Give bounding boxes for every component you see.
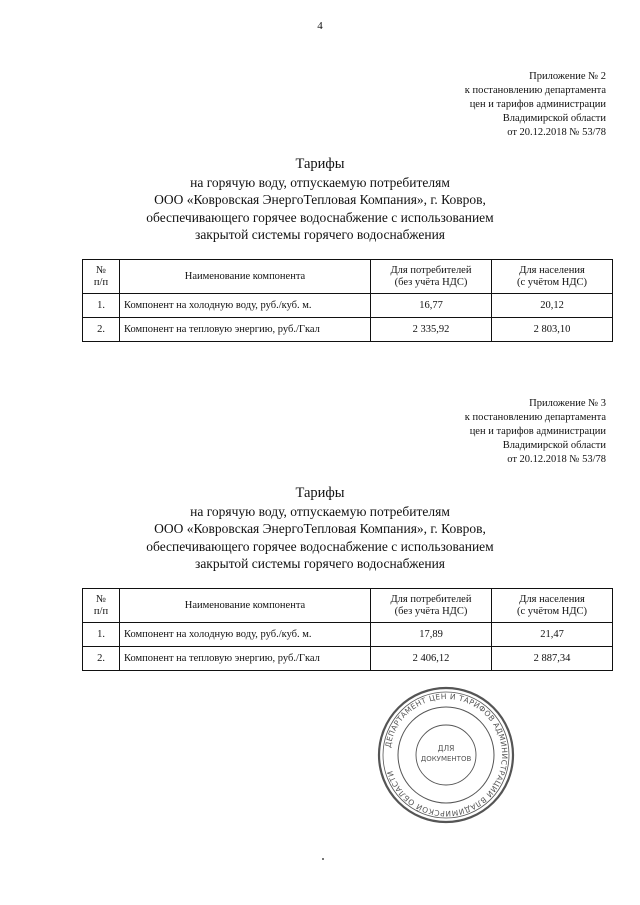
appendix-line: цен и тарифов администрации [469, 99, 606, 110]
tariff-subtitle-line: на горячую воду, отпускаемую потребителям [190, 503, 450, 519]
tariff-subtitle-line: закрытой системы горячего водоснабжения [194, 556, 446, 571]
official-stamp [376, 685, 516, 825]
tariff-table [82, 259, 613, 342]
stamp-ring-text: ДЕПАРТАМЕНТ ЦЕН И ТАРИФОВ АДМИНИСТРАЦИИ ВЛАДИМИРСКОЙ ОБЛАСТИ [383, 691, 510, 819]
row-num: 1. [83, 623, 120, 647]
tariff-title-block [80, 156, 560, 244]
header-num: № п/п [83, 260, 120, 294]
appendix-line: Приложение № 3 [529, 398, 606, 409]
row-population: 2 803,10 [492, 318, 613, 342]
table-row [83, 623, 613, 647]
tariff-subtitle-line: ООО «Ковровская ЭнергоТепловая Компания», г. Ковров, [154, 192, 486, 207]
tariff-subtitle-line: ООО «Ковровская ЭнергоТепловая Компания», г. Ковров, [154, 521, 486, 536]
tariff-subtitle-line: обеспечивающего горячее водоснабжение с использованием [146, 209, 494, 225]
header-population: Для населения (с учётом НДС) [492, 260, 613, 294]
table-row [83, 647, 613, 671]
table-header-row [83, 260, 613, 294]
header-consumers: Для потребителей (без учёта НДС) [371, 589, 492, 623]
row-consumers: 16,77 [371, 294, 492, 318]
appendix-line: Приложение № 2 [529, 71, 606, 82]
tariff-subtitle-line: закрытой системы горячего водоснабжения [194, 227, 446, 242]
scan-speck [322, 858, 324, 860]
appendix-line: Владимирской области [502, 440, 606, 451]
row-name: Компонент на тепловую энергию, руб./Гкал [120, 647, 371, 671]
row-population: 20,12 [492, 294, 613, 318]
row-num: 1. [83, 294, 120, 318]
row-consumers: 2 406,12 [371, 647, 492, 671]
row-name: Компонент на тепловую энергию, руб./Гкал [120, 318, 371, 342]
row-population: 2 887,34 [492, 647, 613, 671]
header-name: Наименование компонента [120, 260, 371, 294]
header-population: Для населения (с учётом НДС) [492, 589, 613, 623]
appendix-line: к постановлению департамента [464, 85, 606, 96]
row-population: 21,47 [492, 623, 613, 647]
appendix-line: от 20.12.2018 № 53/78 [507, 127, 606, 138]
tariff-table [82, 588, 613, 671]
stamp-center-line-2: ДОКУМЕНТОВ [420, 755, 472, 763]
appendix-line: к постановлению департамента [464, 412, 606, 423]
table-row [83, 318, 613, 342]
row-consumers: 2 335,92 [371, 318, 492, 342]
tariff-title-block [80, 485, 560, 573]
header-num: № п/п [83, 589, 120, 623]
appendix-line: Владимирской области [502, 113, 606, 124]
row-num: 2. [83, 318, 120, 342]
table-row [83, 294, 613, 318]
appendix-line: от 20.12.2018 № 53/78 [507, 454, 606, 465]
appendix-3-note [406, 397, 606, 467]
table-header-row [83, 589, 613, 623]
row-name: Компонент на холодную воду, руб./куб. м. [120, 294, 371, 318]
tariff-subtitle-line: обеспечивающего горячее водоснабжение с использованием [146, 538, 494, 554]
appendix-line: цен и тарифов администрации [469, 426, 606, 437]
row-name: Компонент на холодную воду, руб./куб. м. [120, 623, 371, 647]
stamp-center-line-1: ДЛЯ [437, 744, 455, 753]
tariff-title: Тарифы [295, 156, 345, 172]
row-consumers: 17,89 [371, 623, 492, 647]
page-number: 4 [317, 20, 323, 32]
appendix-2-note [406, 70, 606, 140]
row-num: 2. [83, 647, 120, 671]
header-name: Наименование компонента [120, 589, 371, 623]
tariff-subtitle-line: на горячую воду, отпускаемую потребителям [190, 174, 450, 190]
tariff-title: Тарифы [295, 485, 345, 501]
header-consumers: Для потребителей (без учёта НДС) [371, 260, 492, 294]
